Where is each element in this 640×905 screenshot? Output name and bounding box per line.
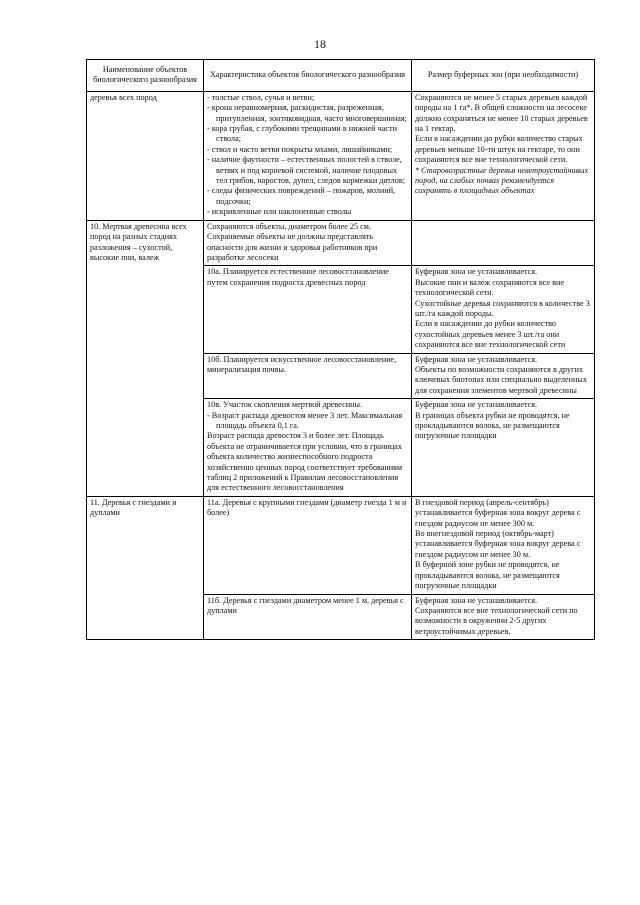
cell-characteristics: 10б. Планируется искусственное лесовосстановление, минерализация почвы. [204, 353, 412, 399]
cell-characteristics: 11а. Деревья с крупными гнездами (диаметр гнезда 1 м и более) [204, 496, 412, 594]
header-buffer-size: Размер буферных зон (при необходимости) [412, 60, 595, 92]
cell-characteristics: 10а. Планируется естественное лесовосстановление путем сохранения подроста древесных пород [204, 266, 412, 353]
biodiversity-table [86, 59, 595, 640]
cell-characteristics [204, 399, 412, 497]
cell-buffer [412, 594, 595, 640]
cell-buffer [412, 399, 595, 497]
trait-item: - следы физических повреждений – пожаров, молний, подсочки; [207, 186, 396, 206]
cell-buffer [412, 91, 595, 220]
trait-item: - ствол и часто ветви покрыты мхами, лишайниками; [207, 144, 393, 154]
buffer-text: Буферная зона не устанавливается. Высокие пни и валеж сохраняются все вне технологической сети. Сухостойные деревья сохраняются в количестве 3 шт./га каждой породы. Если в насаждении до рубки количество сухостойных деревьев менее 3 шт./га они сохраняются все вне технологической сети [415, 267, 590, 350]
trait-item: - крона неравномерная, раскидистая, разреженная, притупленная, зонтиковидная, часто многовершинная; [207, 103, 407, 123]
cell-object-name: 10. Мертвая древесина всех пород на разных стадиях разложения – сухостой, высокие пни, валеж [87, 220, 204, 496]
trait-item: - наличие фаутности – естественных полостей в стволе, ветвях и под корневой системой, наличие плодовых тел грибов, наростов, дупел, следов кормежки дятлов; [207, 155, 405, 186]
buffer-text: Буферная зона не устанавливается. Сохраняются все вне технологической сети по возможности в окружении 2-5 других ветроустойчивых деревьев, [415, 595, 578, 636]
buffer-text: В гнездовой период (апрель-сентябрь) устанавливается буферная зона вокруг дерева с гнездом радиусом не менее 300 м. Во внегнездовой период (октябрь-март) устанавливается буферная зона вокруг дерева с гнездом радиусом не менее 30 м. В буферной зоне рубки не проводятся, не прокладываются волока, не размещаются погрузочные площадки [415, 497, 581, 591]
trait-item: - искривленные или наклоненные стволы [207, 207, 352, 217]
table-header-row [87, 60, 595, 92]
trait-item: - толстые ствол, сучья и ветви; [207, 92, 315, 102]
cell-object-name: деревья всех пород [87, 91, 204, 220]
trait-item: - Возраст распада древостоя менее 3 лет. Максимальная площадь объекта 0,1 га. [207, 410, 403, 430]
header-object-name: Наименование объектов биологического разнообразия [87, 60, 204, 92]
page-number: 18 [314, 37, 326, 51]
table-row [87, 220, 595, 266]
cell-buffer [412, 220, 595, 266]
header-characteristics: Характеристика объектов биологического разнообразия [204, 60, 412, 92]
buffer-text: Буферная зона не устанавливается. В границах объекта рубки не проводятся, не прокладываются волока, не размещаются погрузочные площадки [415, 400, 570, 441]
table-row [87, 91, 595, 220]
buffer-text: Буферная зона не устанавливается. Объекты по возможности сохраняются в других ключевых биотопах или специально выделенных для сохранения элементов мертвой древесины [415, 354, 587, 395]
cell-characteristics [204, 220, 412, 266]
subrow-text: Возраст распада древостоя 3 и более лет. Площадь объекта не ограничивается при условии, что в границах объекта количество жизнеспособного подроста хозяйственно ценных пород соответствует требованиям таблиц 2 приложений к Правилам лесовосстановления для естественного лесовосстановления [207, 431, 405, 493]
buffer-footnote: * Старовозрастные деревья неветроустойчивых пород, на слабых почвах рекомендуется сохранять в площадных объектах [415, 165, 589, 196]
cell-buffer [412, 353, 595, 399]
cell-object-name: 11. Деревья с гнездами и дуплами [87, 496, 204, 639]
buffer-text: Сохраняются не менее 5 старых деревьев каждой породы на 1 га*. В общей сложности на лесосеке должно сохраняться не менее 10 старых деревьев на 1 гектар. Если в насаждении до рубки количество старых деревьев меньше 10-ти штук на гектаре, то они сохраняются все вне технологической сети. [415, 92, 588, 165]
table-row [87, 496, 595, 594]
cell-buffer [412, 266, 595, 353]
row-intro-text: Сохраняются объекты, диаметром более 25 см. Сохраняемые объекты не должны представлять опасности для жизни и здоровья работников при разработке лесосеки [207, 221, 378, 262]
subrow-heading: 10в. Участок скопления мертвой древесины. [207, 400, 363, 410]
cell-characteristics [204, 91, 412, 220]
trait-item: - кора грубая, с глубокими трещинами в нижней части ствола; [207, 124, 397, 144]
cell-characteristics: 11б. Деревья с гнездами диаметром менее 1 м, деревья с дуплами [204, 594, 412, 640]
cell-buffer [412, 496, 595, 594]
